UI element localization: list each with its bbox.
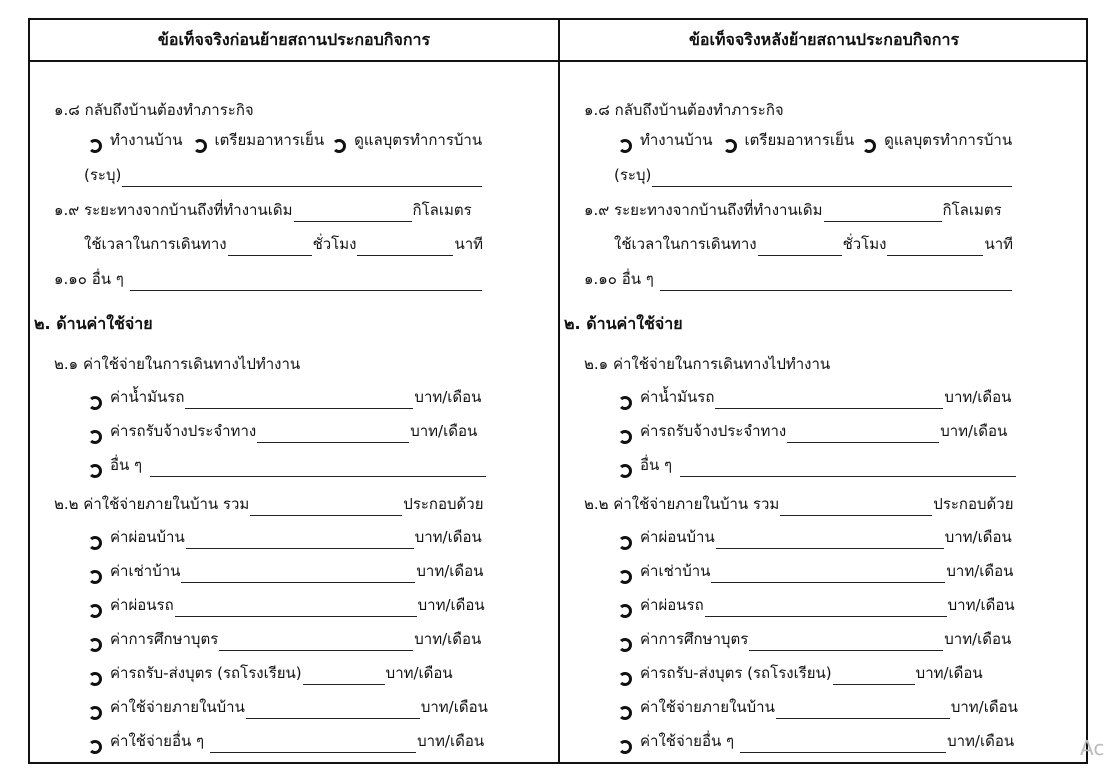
- travel-time-label: ใช้เวลาในการเดินทาง: [614, 235, 757, 253]
- km-unit: กิโลเมตร: [412, 201, 472, 219]
- radio-homework-label: ดูแลบุตรทำการบ้าน: [354, 131, 483, 149]
- minutes-field[interactable]: [887, 240, 983, 256]
- bus-label: ค่ารถรับจ้างประจำทาง: [640, 422, 787, 440]
- item-1-9: [54, 198, 472, 222]
- radio-bus[interactable]: [88, 430, 102, 444]
- minutes-unit: นาที: [984, 235, 1014, 253]
- radio-education[interactable]: [618, 638, 632, 652]
- school-bus-row: [618, 661, 983, 685]
- rent-field[interactable]: [711, 567, 945, 583]
- household-total-field[interactable]: [780, 500, 932, 516]
- radio-household-expense[interactable]: [88, 706, 102, 720]
- unit-label: บาท/เดือน: [410, 422, 478, 440]
- other-travel-row: [88, 453, 487, 477]
- radio-school-bus[interactable]: [88, 672, 102, 686]
- unit-label: บาท/เดือน: [944, 388, 1012, 406]
- other-label: ๑.๑๐ อื่น ๆ: [584, 270, 654, 288]
- unit-label: บาท/เดือน: [940, 422, 1008, 440]
- unit-label: บาท/เดือน: [414, 630, 482, 648]
- household-total-field[interactable]: [250, 500, 402, 516]
- item-1-8-label: ๑.๘ กลับถึงบ้านต้องทำภาระกิจ: [54, 101, 254, 119]
- minutes-unit: นาที: [454, 235, 484, 253]
- radio-dinner[interactable]: [193, 139, 207, 153]
- item-2-2: [54, 492, 484, 516]
- specify-field[interactable]: [652, 171, 1012, 187]
- unit-label: บาท/เดือน: [417, 596, 485, 614]
- radio-fuel[interactable]: [618, 396, 632, 410]
- car-installment-label: ค่าผ่อนรถ: [110, 596, 174, 614]
- watermark-text: Ac: [1080, 736, 1105, 760]
- car-installment-field[interactable]: [705, 601, 947, 617]
- car-installment-row: [618, 593, 1015, 617]
- radio-education[interactable]: [88, 638, 102, 652]
- item-1-8-label: ๑.๘ กลับถึงบ้านต้องทำภาระกิจ: [584, 101, 784, 119]
- bus-row: [88, 419, 477, 443]
- school-bus-field[interactable]: [833, 669, 915, 685]
- radio-house-installment[interactable]: [618, 536, 632, 550]
- hours-unit: ชั่วโมง: [312, 235, 357, 253]
- unit-label: บาท/เดือน: [950, 698, 1018, 716]
- house-installment-row: [618, 525, 1012, 549]
- distance-field[interactable]: [824, 206, 942, 222]
- minutes-field[interactable]: [357, 240, 453, 256]
- radio-rent[interactable]: [88, 570, 102, 584]
- fuel-row: [618, 385, 1011, 409]
- house-installment-label: ค่าผ่อนบ้าน: [640, 528, 715, 546]
- rent-row: [88, 559, 483, 583]
- consists-label: ประกอบด้วย: [933, 495, 1014, 513]
- form-table: [28, 18, 1088, 764]
- rent-row: [618, 559, 1013, 583]
- education-row: [88, 627, 481, 651]
- section-2-title: [564, 312, 683, 337]
- radio-homework[interactable]: [862, 139, 876, 153]
- hours-unit: ชั่วโมง: [842, 235, 887, 253]
- unit-label: บาท/เดือน: [944, 630, 1012, 648]
- unit-label: บาท/เดือน: [944, 528, 1012, 546]
- travel-time-label: ใช้เวลาในการเดินทาง: [84, 235, 227, 253]
- fuel-field[interactable]: [185, 393, 413, 409]
- education-field[interactable]: [219, 635, 413, 651]
- household-expense-label: ค่าใช้จ่ายภายในบ้าน: [640, 698, 775, 716]
- specify-label: (ระบุ): [84, 166, 122, 184]
- distance-field[interactable]: [294, 206, 412, 222]
- other-travel-label: อื่น ๆ: [640, 456, 673, 474]
- other-field[interactable]: [130, 275, 482, 291]
- other-expense-row: [88, 729, 484, 753]
- item-2-2-label: ๒.๒ ค่าใช้จ่ายภายในบ้าน รวม: [54, 495, 250, 513]
- radio-household-expense[interactable]: [618, 706, 632, 720]
- radio-other-expense[interactable]: [88, 740, 102, 754]
- unit-label: บาท/เดือน: [915, 664, 983, 682]
- item-1-10: [54, 267, 483, 291]
- radio-housework-label: ทำงานบ้าน: [640, 131, 713, 149]
- other-travel-row: [618, 453, 1017, 477]
- radio-dinner-label: เตรียมอาหารเย็น: [744, 131, 855, 149]
- other-field[interactable]: [660, 275, 1012, 291]
- other-travel-label: อื่น ๆ: [110, 456, 143, 474]
- item-2-1-label: ๒.๑ ค่าใช้จ่ายในการเดินทางไปทำงาน: [584, 355, 831, 373]
- distance-label: ๑.๙ ระยะทางจากบ้านถึงที่ทำงานเดิม: [54, 201, 293, 219]
- radio-group-tasks: [618, 128, 1012, 152]
- consists-label: ประกอบด้วย: [403, 495, 484, 513]
- item-2-1: [54, 352, 300, 376]
- item-2-2-label: ๒.๒ ค่าใช้จ่ายภายในบ้าน รวม: [584, 495, 780, 513]
- radio-group-tasks: [88, 128, 482, 152]
- radio-other-expense[interactable]: [618, 740, 632, 754]
- house-installment-field[interactable]: [716, 533, 944, 549]
- unit-label: บาท/เดือน: [417, 732, 485, 750]
- km-unit: กิโลเมตร: [942, 201, 1002, 219]
- radio-fuel[interactable]: [88, 396, 102, 410]
- household-expense-label: ค่าใช้จ่ายภายในบ้าน: [110, 698, 245, 716]
- section-2-label: ๒. ด้านค่าใช้จ่าย: [34, 314, 153, 333]
- other-expense-field[interactable]: [210, 737, 416, 753]
- school-bus-label: ค่ารถรับ-ส่งบุตร (รถโรงเรียน): [640, 664, 832, 682]
- house-installment-row: [88, 525, 482, 549]
- other-expense-label: ค่าใช้จ่ายอื่น ๆ: [640, 732, 735, 750]
- item-1-8: [584, 98, 784, 122]
- radio-bus[interactable]: [618, 430, 632, 444]
- household-expense-row: [618, 695, 1018, 719]
- distance-label: ๑.๙ ระยะทางจากบ้านถึงที่ทำงานเดิม: [584, 201, 823, 219]
- rent-label: ค่าเช่าบ้าน: [640, 562, 711, 580]
- radio-school-bus[interactable]: [618, 672, 632, 686]
- unit-label: บาท/เดือน: [947, 596, 1015, 614]
- household-expense-field[interactable]: [246, 703, 420, 719]
- radio-housework[interactable]: [88, 139, 102, 153]
- specify-row: [614, 163, 1013, 187]
- header-after: ข้อเท็จจริงหลังย้ายสถานประกอบกิจการ: [688, 30, 960, 49]
- item-2-2: [584, 492, 1014, 516]
- section-2-label: ๒. ด้านค่าใช้จ่าย: [564, 314, 683, 333]
- specify-label: (ระบุ): [614, 166, 652, 184]
- radio-house-installment[interactable]: [88, 536, 102, 550]
- unit-label: บาท/เดือน: [420, 698, 488, 716]
- education-row: [618, 627, 1011, 651]
- household-expense-row: [88, 695, 488, 719]
- radio-car-installment[interactable]: [618, 604, 632, 618]
- specify-row: [84, 163, 483, 187]
- unit-label: บาท/เดือน: [385, 664, 453, 682]
- radio-housework-label: ทำงานบ้าน: [110, 131, 183, 149]
- education-label: ค่าการศึกษาบุตร: [110, 630, 219, 648]
- radio-other-travel[interactable]: [618, 464, 632, 478]
- car-installment-field[interactable]: [175, 601, 417, 617]
- bus-field[interactable]: [257, 427, 409, 443]
- fuel-label: ค่าน้ำมันรถ: [110, 388, 185, 406]
- item-2-1-label: ๒.๑ ค่าใช้จ่ายในการเดินทางไปทำงาน: [54, 355, 301, 373]
- radio-homework[interactable]: [332, 139, 346, 153]
- travel-time-row: [84, 232, 483, 256]
- header-before: ข้อเท็จจริงก่อนย้ายสถานประกอบกิจการ: [157, 30, 431, 49]
- bus-label: ค่ารถรับจ้างประจำทาง: [110, 422, 257, 440]
- unit-label: บาท/เดือน: [416, 562, 484, 580]
- radio-car-installment[interactable]: [88, 604, 102, 618]
- school-bus-label: ค่ารถรับ-ส่งบุตร (รถโรงเรียน): [110, 664, 302, 682]
- radio-housework[interactable]: [618, 139, 632, 153]
- fuel-field[interactable]: [715, 393, 943, 409]
- house-installment-label: ค่าผ่อนบ้าน: [110, 528, 185, 546]
- item-1-8: [54, 98, 254, 122]
- fuel-label: ค่าน้ำมันรถ: [640, 388, 715, 406]
- unit-label: บาท/เดือน: [414, 528, 482, 546]
- other-travel-field[interactable]: [680, 461, 1016, 477]
- radio-other-travel[interactable]: [88, 464, 102, 478]
- school-bus-field[interactable]: [303, 669, 385, 685]
- bus-row: [618, 419, 1007, 443]
- car-installment-row: [88, 593, 485, 617]
- unit-label: บาท/เดือน: [414, 388, 482, 406]
- other-expense-label: ค่าใช้จ่ายอื่น ๆ: [110, 732, 205, 750]
- education-field[interactable]: [749, 635, 943, 651]
- house-installment-field[interactable]: [186, 533, 414, 549]
- unit-label: บาท/เดือน: [947, 732, 1015, 750]
- other-expense-field[interactable]: [740, 737, 946, 753]
- other-label: ๑.๑๐ อื่น ๆ: [54, 270, 124, 288]
- item-1-10: [584, 267, 1013, 291]
- other-travel-field[interactable]: [150, 461, 486, 477]
- radio-dinner-label: เตรียมอาหารเย็น: [214, 131, 325, 149]
- section-2-title: [34, 312, 153, 337]
- education-label: ค่าการศึกษาบุตร: [640, 630, 749, 648]
- bus-field[interactable]: [787, 427, 939, 443]
- radio-dinner[interactable]: [723, 139, 737, 153]
- car-installment-label: ค่าผ่อนรถ: [640, 596, 704, 614]
- item-2-1: [584, 352, 830, 376]
- unit-label: บาท/เดือน: [946, 562, 1014, 580]
- column-before: [30, 62, 558, 764]
- other-expense-row: [618, 729, 1014, 753]
- school-bus-row: [88, 661, 453, 685]
- hours-field[interactable]: [758, 240, 842, 256]
- rent-field[interactable]: [181, 567, 415, 583]
- radio-rent[interactable]: [618, 570, 632, 584]
- travel-time-row: [614, 232, 1013, 256]
- column-after: [560, 62, 1088, 764]
- specify-field[interactable]: [122, 171, 482, 187]
- hours-field[interactable]: [228, 240, 312, 256]
- item-1-9: [584, 198, 1002, 222]
- fuel-row: [88, 385, 481, 409]
- household-expense-field[interactable]: [776, 703, 950, 719]
- rent-label: ค่าเช่าบ้าน: [110, 562, 181, 580]
- radio-homework-label: ดูแลบุตรทำการบ้าน: [884, 131, 1013, 149]
